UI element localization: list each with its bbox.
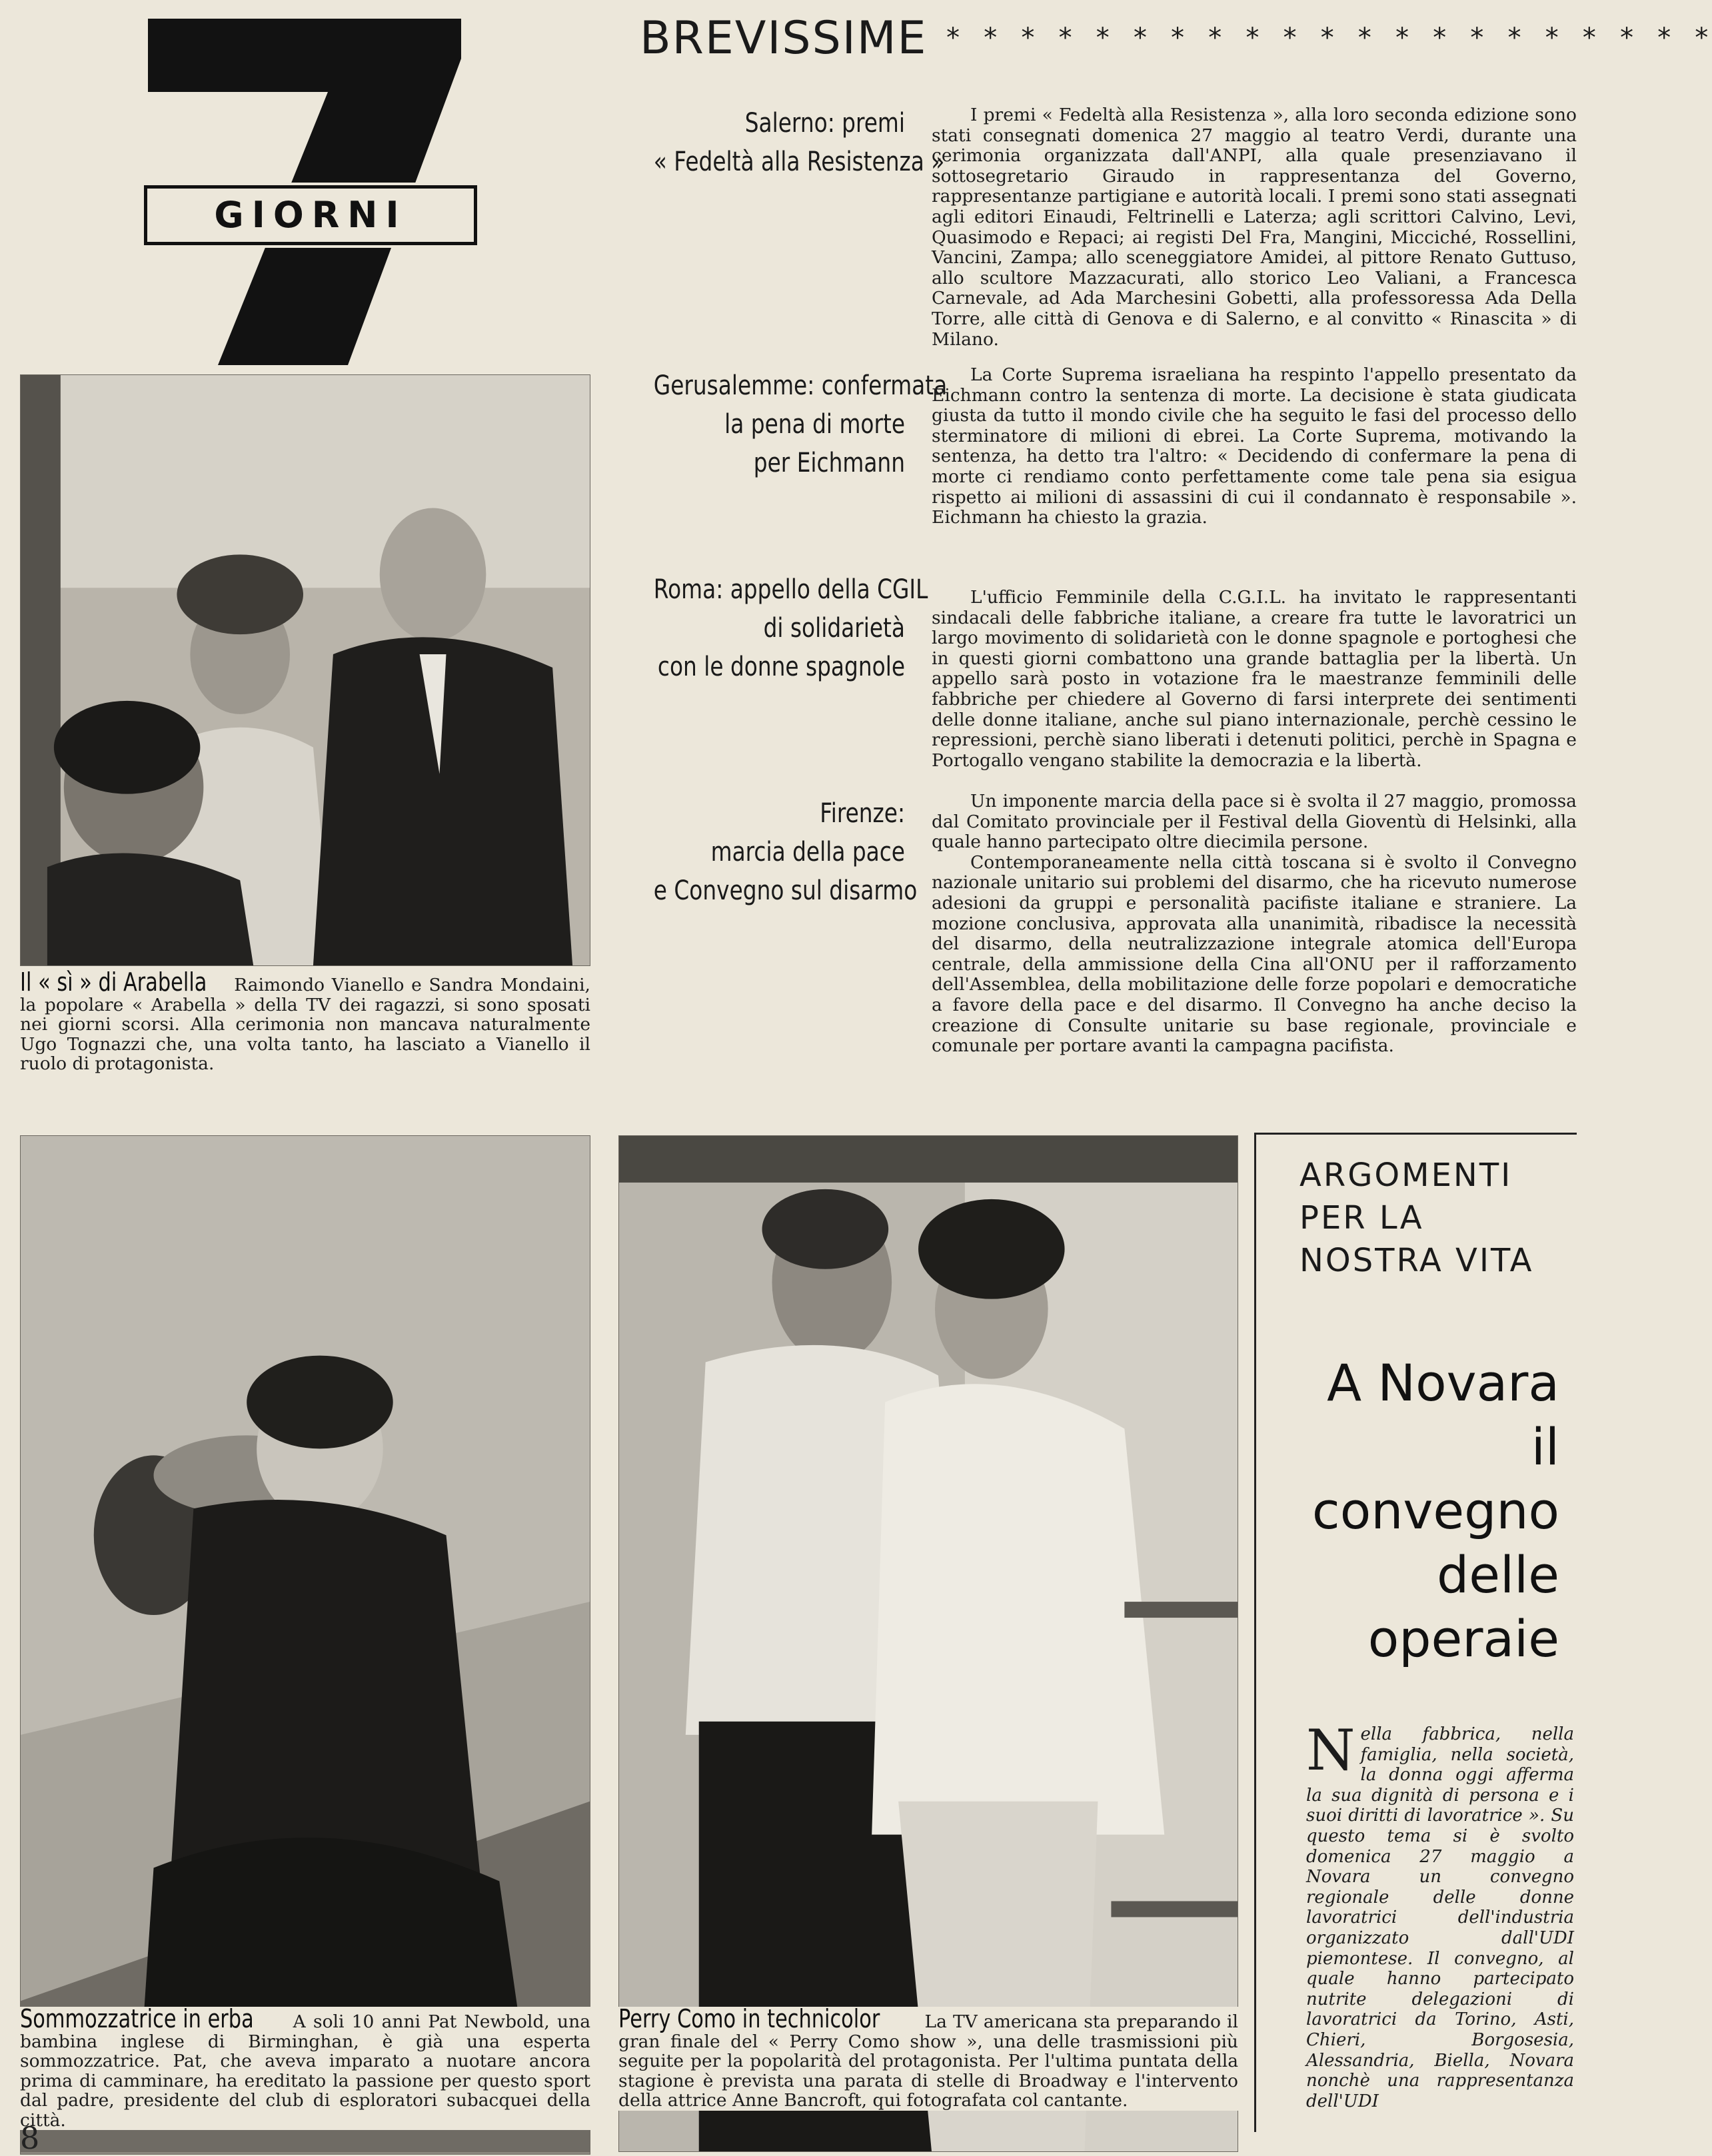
article-headline: A Novara il convegno delle operaie xyxy=(1311,1353,1559,1668)
caption-sommozzatrice-title: Sommozzatrice in erba xyxy=(20,2004,254,2033)
photo-perry-como xyxy=(618,1135,1238,2152)
news-body-salerno: I premi « Fedeltà alla Resistenza », alla loro seconda edizione sono stati consegnati domenica 27 maggio al teatro Verdi, durante una cerimonia organizzata dall'ANPI, alla quale presenziavano il sottosegretario Giraudo in rappresentanza del Governo, rappresentanze partigiane e autorità locali. I premi sono stati assegnati agli editori Einaudi, Feltrinelli e Laterza; agli scrittori Calvino, Levi, Quasimodo e Repaci; ai registi Del Fra, Mangini, Micciché, Rossellini, Vancini, Zampa; allo sceneggiatore Amidei, al pittore Renato Guttuso, allo scultore Mazzacurati, allo storico Leo Valiani, a Francesca Carnevale, ad Ada Marchesini Gobetti, alla professoressa Ada Della Torre, alle città di Genova e di Salerno, e al convitto « Rinascita » di Milano. xyxy=(932,105,1577,350)
news-body-gerusalemme: La Corte Suprema israeliana ha respinto l'appello presentato da Eichmann contro la sentenza di morte. La decisione è stata giudicata giusta da tutto il mondo civile che ha seguito le fasi del processo dello sterminatore di milioni di ebrei. La Corte Suprema, motivando la sentenza, ha detto tra l'altro: « Decidendo di confermare la pena di morte ci rendiamo conto perfettamente come tale pena sia esigua rispetto ai milioni di assassini di cui il condannato è responsabile ». Eichmann ha chiesto la grazia. xyxy=(932,364,1577,528)
article-kicker: ARGOMENTI PER LA NOSTRA VITA xyxy=(1299,1157,1534,1279)
news-head-salerno: Salerno: premi « Fedeltà alla Resistenza » xyxy=(653,108,945,177)
page-number: 8 xyxy=(20,2120,40,2156)
news-body-roma: L'ufficio Femminile della C.G.I.L. ha invitato le rappresentanti sindacali delle fabbriche italiane, a creare fra tutte le lavoratrici un largo movimento di solidarietà con le donne spagnole e portoghesi che in questi giorni combattono una grande battaglia per la libertà. Un appello sarà posto in votazione fra le maestranze femminili delle fabbriche per chiedere al Governo di farsi interprete dei sentimenti delle donne italiane, anche sul piano internazionale, perchè cessino le repressioni, perchè siano liberati i detenuti politici, perchè in Spagna e Portogallo vengano stabilite la democrazia e la libertà. xyxy=(932,587,1577,771)
news-body-firenze: Un imponente marcia della pace si è svolta il 27 maggio, promossa dal Comitato provinciale per il Festival della Gioventù di Helsinki, alla quale hanno partecipato oltre diecimila persone. Contemporaneamente nella città toscana si è svolto il Convegno nazionale unitario sui problemi del disarmo, che ha ricevuto numerose adesioni da gruppi e personalità pacifiste italiane e straniere. La mozione conclusiva, approvata alla unanimità, ribadisce la necessità del disarmo, della neutralizzazione integrale atomica dell'Europa centrale, della ammissione della Cina all'ONU per il rafforzamento dell'Assemblea, della mobilitazione delle forze popolari e democratiche a favore della pace e del disarmo. Il Convegno ha anche deciso la creazione di Consulte unitarie su base regionale, provinciale e comunale per portare avanti la campagna pacifista. xyxy=(932,791,1577,1057)
section-title: BREVISSIME xyxy=(640,12,928,65)
giorni-logo-box xyxy=(144,185,477,245)
news-head-gerusalemme: Gerusalemme: confermata la pena di morte per Eichmann xyxy=(653,370,948,478)
caption-sommozzatrice: Sommozzatrice in erba A soli 10 anni Pat Newbold, una bambina inglese di Birminghan, è già una esperta sommozzatrice. Pat, che aveva imparato a nuotare ancora prima di camminare, ha ereditato la passione per questo sport dal padre, presidente del club di esploratori subacquei della città. xyxy=(20,2004,590,2131)
photo-arabella-wedding xyxy=(20,374,590,966)
caption-arabella: Il « sì » di Arabella Raimondo Vianello e Sandra Mondaini, la popolare « Arabella » della TV dei ragazzi, si sono sposati nei giorni scorsi. Alla cerimonia non mancava naturalmente Ugo Tognazzi che, una volta tanto, ha lasciato a Vianello il ruolo di protagonista. xyxy=(20,967,590,1074)
news-head-roma: Roma: appello della CGIL di solidarietà con le donne spagnole xyxy=(653,574,928,682)
photo-sommozzatrice-image xyxy=(20,1135,590,2152)
caption-perry-como: Perry Como in technicolor La TV americana sta preparando il gran finale del « Perry Como show », una delle trasmissioni più seguite per la popolarità del protagonista. Per l'ultima puntata della stagione è prevista una parata di stelle di Broadway e l'intervento della attrice Anne Bancroft, qui fotografata col cantante. xyxy=(618,2004,1238,2111)
caption-perry-como-title: Perry Como in technicolor xyxy=(618,2004,880,2033)
caption-arabella-title: Il « sì » di Arabella xyxy=(20,967,207,997)
news-head-firenze: Firenze: marcia della pace e Convegno sul disarmo xyxy=(653,798,918,906)
article-dropcap: N xyxy=(1306,1718,1355,1783)
article-lead: Nella fabbrica, nella famiglia, nella società, la donna oggi afferma la sua dignità di persona e i suoi diritti di lavoratrice ». Su questo tema si è svolto domenica 27 maggio a Novara un convegno regionale delle donne lavoratrici dell'industria organizzato dall'UDI piemontese. Il convegno, al quale hanno partecipato nutrite delegazioni di lavoratrici da Torino, Asti, Chieri, Borgosesia, Alessandria, Biella, Novara nonchè una rappresentanza dell'UDI xyxy=(1306,1718,1574,2111)
header-star-rule: * * * * * * * * * * * * * * * * * * * * * xyxy=(945,23,1712,53)
giorni-logo-text: GIORNI xyxy=(214,194,407,236)
